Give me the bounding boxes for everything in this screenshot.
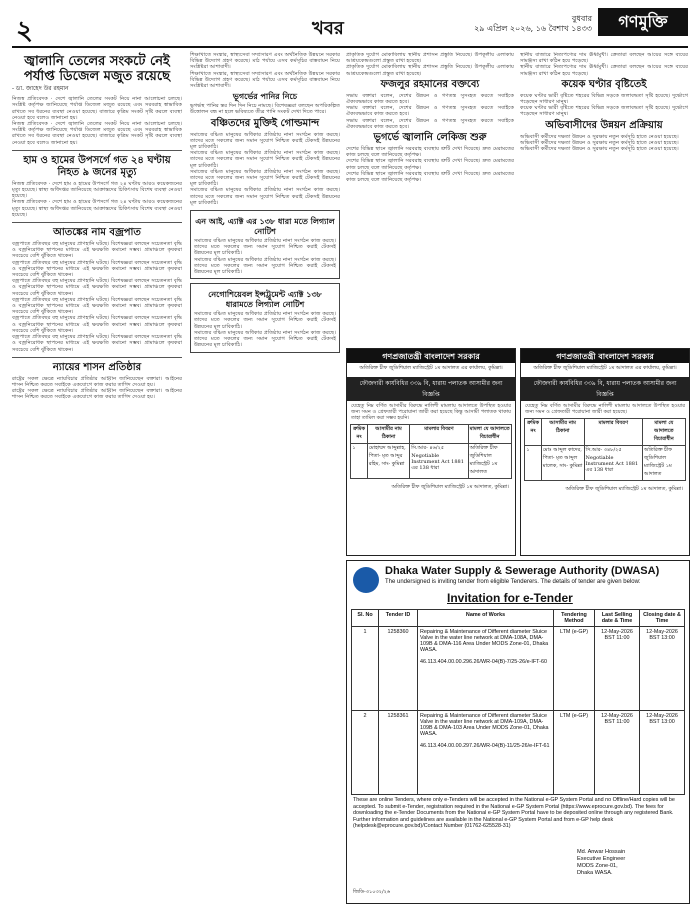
dwasa-logo-icon [353,567,379,593]
article-text: নিজস্ব প্রতিবেদক · দেশে হাম ও হামের উপসর্গে গত ২৪ ঘণ্টায় আরও কয়েকজনের মৃত্যু হয়েছে। স্বাস্থ্য অধিদপ্তর জানিয়েছে আক্রান্তদের চিকিৎসায় বিশেষ ব্যবস্থা নেওয়া হয়েছে। [12,180,182,200]
court-notice-right [520,348,690,556]
article-text: দেশের বিভিন্ন স্থানে জ্বালানি সরবরাহ ব্যবস্থায় ত্রুটি দেখা দিয়েছে। দ্রুত মেরামতের কাজ চলছে বলে জানিয়েছে কর্তৃপক্ষ। [346,146,514,159]
table-header: মামলা যে আদালতে বিচারাধীন [643,419,686,446]
article-text: দেশের বিভিন্ন স্থানে জ্বালানি সরবরাহ ব্যবস্থায় ত্রুটি দেখা দিয়েছে। দ্রুত মেরামতের কাজ চলছে বলে জানিয়েছে কর্তৃপক্ষ। [346,170,514,184]
article-text: কয়েক ঘণ্টার ভারী বৃষ্টিতে শহরের বিভিন্ন সড়কে জলাবদ্ধতা সৃষ্টি হয়েছে। দুর্ভোগে পড়েছেন সাধারণ মানুষ। [520,105,688,118]
dwasa-tender-notice [346,560,690,904]
section-title: খবর [312,18,344,39]
legal-notice-ad-2 [190,283,340,352]
headline-groundwater: ভূগর্ভের পানির নিচে [232,91,298,102]
article-text: সমাজের বঞ্চিত মানুষের অধিকার প্রতিষ্ঠায় নানা সংগঠন কাজ করছে। তাদের মতে সকলের জন্য সমান সুযোগ নিশ্চিত করাই টেকসই উন্নয়নের মূল চাবিকাঠি। [194,311,336,330]
dwasa-title: Dhaka Water Supply & Sewerage Authority (DWASA) [385,565,660,577]
table-cell: 1258360 [379,627,418,711]
notice-title: গণপ্রজাতন্ত্রী বাংলাদেশ সরকার [521,349,689,363]
headline-justice: ন্যায়ের শাসন প্রতিষ্ঠার [52,361,142,373]
table-cell: LTM (e-GP) [554,711,595,795]
table-header: Tender ID [379,610,418,627]
table-row [352,711,685,795]
page-header [12,6,688,48]
notice-table [350,424,511,479]
headline-fuel: জ্বালানি তেলের সংকটে নেই পর্যাপ্ত ডিজেল মজুত রয়েছে [24,54,170,84]
headline-measles: হাম ও হামের উপসর্গে গত ২৪ ঘণ্টায় নিহত ৯ জনের মৃত্যু [23,154,171,178]
table-row [525,446,685,481]
tender-instructions: These are online Tenders, where only e-Tenders will be accepted in the National e-GP System Portal and no Offline/Hard copies will be accepted. To submit e-Tender, registration required in the National e-GP System Portal (https://www.eprocure.gov.bd). The fees for downloading the e-Tender Documents from the National e-GP System Portal have to be deposited online through any registered Bank. Further information and guidelines are available in the National e-GP System Portal and from e-GP help desk (helpdesk@eprocure.gov.bd)/Contact Number (01762-625528-31) [353,797,675,830]
table-header: Tendering Method [554,610,595,627]
table-cell: সি.আর- ৪৬/২৫ Negotiable Instrument Act 1881 এর 138 ধারা [410,444,468,479]
table-header: Closing date & Time [640,610,685,627]
signature-block [577,849,625,877]
notice-table [524,418,685,481]
table-header: আসামীর নাম ঠিকানা [541,419,584,446]
article-text: বজ্রপাতে প্রতিবছর বহু মানুষের প্রাণহানি ঘটছে। বিশেষজ্ঞরা বলছেন সচেতনতা বৃদ্ধি ও বজ্রনিরোধক স্থাপনের মাধ্যমে এই ক্ষয়ক্ষতি কমানো সম্ভব। গ্রামাঞ্চলে কৃষকরা সবচেয়ে বেশি ঝুঁকিতে থাকেন। [12,259,182,279]
article-text: সমাজের বঞ্চিত মানুষের অধিকার প্রতিষ্ঠায় নানা সংগঠন কাজ করছে। তাদের মতে সকলের জন্য সমান সুযোগ নিশ্চিত করাই টেকসই উন্নয়নের মূল চাবিকাঠি। [194,238,336,257]
article-text: সভায় বক্তারা বলেন, দেশের উন্নয়ন ও গণতন্ত্র সুসংহত করতে সবাইকে ঐক্যবদ্ধভাবে কাজ করতে হবে। [346,117,514,130]
table-header: ক্রমিক নং [525,419,541,446]
headline-fuel-leak: ভূগর্ভে জ্বালানি লেকিজ শুরু [373,132,487,144]
dwasa-subtitle: The undersigned is inviting tender from eligible Tenderers. The details of tender are given below: [385,579,641,585]
table-cell: 1258361 [379,711,418,795]
table-cell: Repairing & Maintenance of Different diameter Sluice Valve in the water line network at DMA-108A, DMA-109B & DMA-116 Area Under MODS Zone-01, Dhaka WASA. 46.113.404.00.00.296.26/WR-04(B)-7/25-26/e-IFT-60 [418,627,554,711]
article-text: নিজস্ব প্রতিবেদক · দেশে জ্বালানি তেলের সংকট নিয়ে নানা আলোচনা চলছে। সংশ্লিষ্ট কর্তৃপক্ষ জানিয়েছে পর্যাপ্ত ডিজেল মজুত রয়েছে এবং সরবরাহ স্বাভাবিক রাখতে সব ধরনের ব্যবস্থা নেওয়া হয়েছে। বাজারে কৃত্রিম সংকট সৃষ্টি করলে ব্যবস্থা নেওয়া হবে বলেও জানানো হয়। [12,96,182,121]
signer-name: Md. Anwar Hossain [577,849,626,855]
masthead-logo: গণমুক্তি [598,8,688,36]
article-text: শিক্ষাখাতে সংস্কার, স্বাস্থ্যসেবা সম্প্রসারণ এবং অর্থনৈতিক উন্নয়নে সরকার বিভিন্ন উদ্যোগ গ্রহণ করেছে। মাঠ পর্যায়ে এসব কর্মসূচির বাস্তবায়ন নিয়ে সংশ্লিষ্টরা আশাবাদী। [190,52,340,71]
article-text: বজ্রপাতে প্রতিবছর বহু মানুষের প্রাণহানি ঘটছে। বিশেষজ্ঞরা বলছেন সচেতনতা বৃদ্ধি ও বজ্রনিরোধক স্থাপনের মাধ্যমে এই ক্ষয়ক্ষতি কমানো সম্ভব। গ্রামাঞ্চলে কৃষকরা সবচেয়ে বেশি ঝুঁকিতে থাকেন। [12,334,182,353]
ad-title: এন আই, এ্যাক্ট এর ১৩৮ ধারা মতে লিগ্যাল নোটিশ [195,216,335,237]
headline-lightning: আতঙ্কের নাম বজ্রপাত [53,227,141,239]
table-cell: 12-May-2026 BST 13:00 [640,711,685,795]
table-cell: সি.আর- ৩৪৮/২৫ Negotiable Instrument Act 1881 এর 138 ধারা [584,446,642,481]
article-text: বজ্রপাতে প্রতিবছর বহু মানুষের প্রাণহানি ঘটছে। বিশেষজ্ঞরা বলছেন সচেতনতা বৃদ্ধি ও বজ্রনিরোধক স্থাপনের মাধ্যমে এই ক্ষয়ক্ষতি কমানো সম্ভব। গ্রামাঞ্চলে কৃষকরা সবচেয়ে বেশি ঝুঁকিতে থাকেন। [12,241,182,260]
divider [12,357,182,358]
table-cell: অতিরিক্ত চীফ জুডিশিয়াল ম্যাজিস্ট্রেট ১ম আদালত [643,446,686,481]
table-cell: ১ [351,444,367,479]
notice-badge: ফৌজদারী কার্যবিধির ৩৩৯ বি, ধারায় পলাতক আসামীর জন্য বিজ্ঞপ্তি [521,377,689,401]
table-cell: মোহাম্মদ আব্দুল্লাহ, পিতা- মৃত আব্দুর রহিম, সাং- কুমিল্লা [367,444,409,479]
article-text: নিজস্ব প্রতিবেদক · দেশে হাম ও হামের উপসর্গে গত ২৪ ঘণ্টায় আরও কয়েকজনের মৃত্যু হয়েছে। স্বাস্থ্য অধিদপ্তর জানিয়েছে আক্রান্তদের চিকিৎসায় বিশেষ ব্যবস্থা নেওয়া হয়েছে। [12,199,182,218]
article-text: বজ্রপাতে প্রতিবছর বহু মানুষের প্রাণহানি ঘটছে। বিশেষজ্ঞরা বলছেন সচেতনতা বৃদ্ধি ও বজ্রনিরোধক স্থাপনের মাধ্যমে এই ক্ষয়ক্ষতি কমানো সম্ভব। গ্রামাঞ্চলে কৃষকরা সবচেয়ে বেশি ঝুঁকিতে থাকেন। [12,315,182,334]
page-number: ২ [16,16,33,46]
article-text: প্রাকৃতিক দুর্যোগ মোকাবিলায় স্থানীয় প্রশাসন প্রস্তুতি নিয়েছে। উপকূলীয় এলাকায় আশ্রয়কেন্দ্রগুলো প্রস্তুত রাখা হয়েছে। [346,52,514,65]
table-cell: Repairing & Maintenance of Different diameter Sluice Valve in the water line network at DMA-109A, DMA-109B & DMA-103 Area Under MODS Zone-01, Dhaka WASA. 46.113.404.00.00.297.26/WR-04(B)-11/25-26/e-IFT-61 [418,711,554,795]
table-header: ক্রমিক নং [351,425,367,444]
notice-subtitle: অতিরিক্ত চীফ জুডিশিয়াল ম্যাজিস্ট্রেট ১ম আদালত এর কার্যালয়, কুমিল্লা। [533,365,677,371]
signer-title: Executive Engineer [577,856,626,862]
divider [12,150,182,151]
article-text: বজ্রপাতে প্রতিবছর বহু মানুষের প্রাণহানি ঘটছে। বিশেষজ্ঞরা বলছেন সচেতনতা বৃদ্ধি ও বজ্রনিরোধক স্থাপনের মাধ্যমে এই ক্ষয়ক্ষতি কমানো সম্ভব। গ্রামাঞ্চলে কৃষকরা সবচেয়ে বেশি ঝুঁকিতে থাকেন। [12,296,182,316]
article-text: সমাজের বঞ্চিত মানুষের অধিকার প্রতিষ্ঠায় নানা সংগঠন কাজ করছে। তাদের মতে সকলের জন্য সমান সুযোগ নিশ্চিত করাই টেকসই উন্নয়নের মূল চাবিকাঠি। [190,150,340,169]
court-notice-left [346,348,516,556]
issue-date-line: ২৯ এপ্রিল ২০২৬, ১৬ বৈশাখ ১৪৩৩ [474,24,592,33]
headline-deprived: বঞ্চিতদের মুক্তিই গোল্ডমান্দ [210,117,320,129]
ad-reference: জিডি-৩১০৩২/২৬ [353,889,391,895]
legal-notice-ad [190,210,340,279]
notice-body: যেহেতু নিম্ন বর্ণিত আসামীর বিরুদ্ধে নালিশী মামলায় আদালতে উপস্থিত হওয়ার জন্য সমন ও গ্রেফতারী পরোয়ানা জারী করা হয়েছে। [525,403,685,415]
article-text: বজ্রপাতে প্রতিবছর বহু মানুষের প্রাণহানি ঘটছে। বিশেষজ্ঞরা বলছেন সচেতনতা বৃদ্ধি ও বজ্রনিরোধক স্থাপনের মাধ্যমে এই ক্ষয়ক্ষতি কমানো সম্ভব। গ্রামাঞ্চলে কৃষকরা সবচেয়ে বেশি ঝুঁকিতে থাকেন। [12,278,182,297]
table-cell: LTM (e-GP) [554,627,595,711]
signer-org: Dhaka WASA. [577,870,613,876]
table-cell: মোঃ আব্দুল কাদের, পিতা- মৃত আব্দুল মালেক, সাং- কুমিল্লা [541,446,584,481]
article-text: অভিবাসী কর্মীদের দক্ষতা উন্নয়ন ও সুরক্ষায় নতুন কর্মসূচি হাতে নেওয়া হয়েছে। [520,139,679,146]
table-header: আসামীর নাম ঠিকানা [367,425,409,444]
table-cell: 12-May-2026 BST 11:00 [595,627,640,711]
article-text: সমাজের বঞ্চিত মানুষের অধিকার প্রতিষ্ঠায় নানা সংগঠন কাজ করছে। তাদের মতে সকলের জন্য সমান সুযোগ নিশ্চিত করাই টেকসই উন্নয়নের মূল চাবিকাঠি। [194,256,336,276]
article-text: দেশের বিভিন্ন স্থানে জ্বালানি সরবরাহ ব্যবস্থায় ত্রুটি দেখা দিয়েছে। দ্রুত মেরামতের কাজ চলছে বলে জানিয়েছে কর্তৃপক্ষ। [346,158,514,171]
table-header: Name of Works [418,610,554,627]
article-text: কয়েক ঘণ্টার ভারী বৃষ্টিতে শহরের বিভিন্ন সড়কে জলাবদ্ধতা সৃষ্টি হয়েছে। দুর্ভোগে পড়েছেন সাধারণ মানুষ। [520,92,688,106]
table-cell: 2 [352,711,379,795]
article-text: সভায় বক্তারা বলেন, দেশের উন্নয়ন ও গণতন্ত্র সুসংহত করতে সবাইকে ঐক্যবদ্ধভাবে কাজ করতে হবে। [346,92,514,106]
notice-signature: অতিরিক্ত চীফ জুডিশিয়াল ম্যাজিস্ট্রেট ১ম আদালত, কুমিল্লা। [565,486,683,492]
headline-migrants: অভিবাসীদের উন্নয়ন প্রক্রিয়ায় [545,119,663,131]
table-header: Sl. No [352,610,379,627]
invitation-title: Invitation for e-Tender [447,591,573,605]
article-text: অভিবাসী কর্মীদের দক্ষতা উন্নয়ন ও সুরক্ষায় নতুন কর্মসূচি হাতে নেওয়া হয়েছে। [520,133,679,140]
notice-title: গণপ্রজাতন্ত্রী বাংলাদেশ সরকার [347,349,515,363]
table-row [351,444,511,479]
table-header: মামলার বিবরণ [584,419,642,446]
divider [12,222,182,223]
table-cell: 12-May-2026 BST 13:00 [640,627,685,711]
article-text: রাষ্ট্রের সকল ক্ষেত্রে ন্যায়বিচার প্রতিষ্ঠার আহ্বান জানিয়েছেন বক্তারা। আইনের শাসন নিশ্চিত করতে সবাইকে একযোগে কাজ করার তাগিদ দেওয়া হয়। [12,375,182,388]
article-text: নিজস্ব প্রতিবেদক · দেশে জ্বালানি তেলের সংকট নিয়ে নানা আলোচনা চলছে। সংশ্লিষ্ট কর্তৃপক্ষ জানিয়েছে পর্যাপ্ত ডিজেল মজুত রয়েছে এবং সরবরাহ স্বাভাবিক রাখতে সব ধরনের ব্যবস্থা নেওয়া হয়েছে। বাজারে কৃত্রিম সংকট সৃষ্টি করলে ব্যবস্থা নেওয়া হবে বলেও জানানো হয়। [12,121,182,146]
article-text: ভূগর্ভস্থ পানির স্তর দিন দিন নিচে নামছে। বিশেষজ্ঞরা বলছেন অপরিকল্পিত উত্তোলন বন্ধ না হলে ভবিষ্যতে তীব্র পানি সংকট দেখা দিতে পারে। [190,103,340,116]
notice-signature: অতিরিক্ত চীফ জুডিশিয়াল ম্যাজিস্ট্রেট ১ম আদালত, কুমিল্লা। [391,484,509,490]
article-text: সমাজের বঞ্চিত মানুষের অধিকার প্রতিষ্ঠায় নানা সংগঠন কাজ করছে। তাদের মতে সকলের জন্য সমান সুযোগ নিশ্চিত করাই টেকসই উন্নয়নের মূল চাবিকাঠি। [190,168,340,188]
article-text: স্থানীয় বাজারে নিত্যপণ্যের দাম ঊর্ধ্বমুখী। ক্রেতারা বলছেন আয়ের সঙ্গে ব্যয়ের সামঞ্জস্য রাখা কঠিন হয়ে পড়েছে। [520,64,688,77]
table-cell: 12-May-2026 BST 11:00 [595,711,640,795]
issue-day: বুধবার [571,14,592,23]
signer-zone: MODS Zone-01, [577,863,618,869]
article-text: সমাজের বঞ্চিত মানুষের অধিকার প্রতিষ্ঠায় নানা সংগঠন কাজ করছে। তাদের মতে সকলের জন্য সমান সুযোগ নিশ্চিত করাই টেকসই উন্নয়নের মূল চাবিকাঠি। [194,329,336,349]
table-cell: ১ [525,446,541,481]
table-header: মামলা যে আদালতে বিচারাধীন [468,425,511,444]
article-text: শিক্ষাখাতে সংস্কার, স্বাস্থ্যসেবা সম্প্রসারণ এবং অর্থনৈতিক উন্নয়নে সরকার বিভিন্ন উদ্যোগ গ্রহণ করেছে। মাঠ পর্যায়ে এসব কর্মসূচির বাস্তবায়ন নিয়ে সংশ্লিষ্টরা আশাবাদী। [190,70,340,90]
column-4 [520,52,688,342]
table-cell: অতিরিক্ত চীফ জুডিশিয়াল ম্যাজিস্ট্রেট ১ম আদালত [468,444,511,479]
issue-date [472,14,592,34]
article-text: সমাজের বঞ্চিত মানুষের অধিকার প্রতিষ্ঠায় নানা সংগঠন কাজ করছে। তাদের মতে সকলের জন্য সমান সুযোগ নিশ্চিত করাই টেকসই উন্নয়নের মূল চাবিকাঠি। [190,131,340,151]
column-2 [190,52,340,357]
article-text: সমাজের বঞ্চিত মানুষের অধিকার প্রতিষ্ঠায় নানা সংগঠন কাজ করছে। তাদের মতে সকলের জন্য সমান সুযোগ নিশ্চিত করাই টেকসই উন্নয়নের মূল চাবিকাঠি। [190,187,340,206]
article-text: স্থানীয় বাজারে নিত্যপণ্যের দাম ঊর্ধ্বমুখী। ক্রেতারা বলছেন আয়ের সঙ্গে ব্যয়ের সামঞ্জস্য রাখা কঠিন হয়ে পড়েছে। [520,52,688,65]
notice-badge: ফৌজদারী কার্যবিধির ৩৩৯ বি, ধারায় পলাতক আসামীর জন্য বিজ্ঞপ্তি [347,377,515,401]
article-text: অভিবাসী কর্মীদের দক্ষতা উন্নয়ন ও সুরক্ষায় নতুন কর্মসূচি হাতে নেওয়া হয়েছে। [520,146,679,153]
byline: - ডা. জাহেদ উর রহমান [12,85,69,92]
headline-rain: কয়েক ঘণ্টার বৃষ্টিতেই [561,78,647,90]
notice-subtitle: অতিরিক্ত চীফ জুডিশিয়াল ম্যাজিস্ট্রেট ১ম আদালত এর কার্যালয়, কুমিল্লা। [359,365,503,371]
article-text: প্রাকৃতিক দুর্যোগ মোকাবিলায় স্থানীয় প্রশাসন প্রস্তুতি নিয়েছে। উপকূলীয় এলাকায় আশ্রয়কেন্দ্রগুলো প্রস্তুত রাখা হয়েছে। [346,64,514,77]
tender-table [351,609,685,795]
ad-title: নেগোশিয়েবল ইন্সট্রুমেন্ট এ্যাক্ট ১৩৮ ধারামতে লিগ্যাল নোটিশ [208,289,322,310]
notice-body: যেহেতু নিম্ন বর্ণিত আসামীর বিরুদ্ধে নালিশী মামলায় আদালতে উপস্থিত হওয়ার জন্য সমন ও গ্রেফতারী পরোয়ানা জারী করা হয়েছে কিন্তু আসামী পলাতক থাকায় তাহা তামিল করা সম্ভব হয়নি। [351,403,511,421]
headline-fazlur: ফজলুর রহমানের বক্তব্যে [380,78,480,90]
table-cell: 1 [352,627,379,711]
article-text: সভায় বক্তারা বলেন, দেশের উন্নয়ন ও গণতন্ত্র সুসংহত করতে সবাইকে ঐক্যবদ্ধভাবে কাজ করতে হবে। [346,105,514,118]
table-row [352,627,685,711]
table-header: Last Selling date & Time [595,610,640,627]
table-header: মামলার বিবরণ [410,425,468,444]
column-1 [12,52,182,401]
article-text: রাষ্ট্রের সকল ক্ষেত্রে ন্যায়বিচার প্রতিষ্ঠার আহ্বান জানিয়েছেন বক্তারা। আইনের শাসন নিশ্চিত করতে সবাইকে একযোগে কাজ করার তাগিদ দেওয়া হয়। [12,388,182,401]
column-3 [346,52,514,342]
